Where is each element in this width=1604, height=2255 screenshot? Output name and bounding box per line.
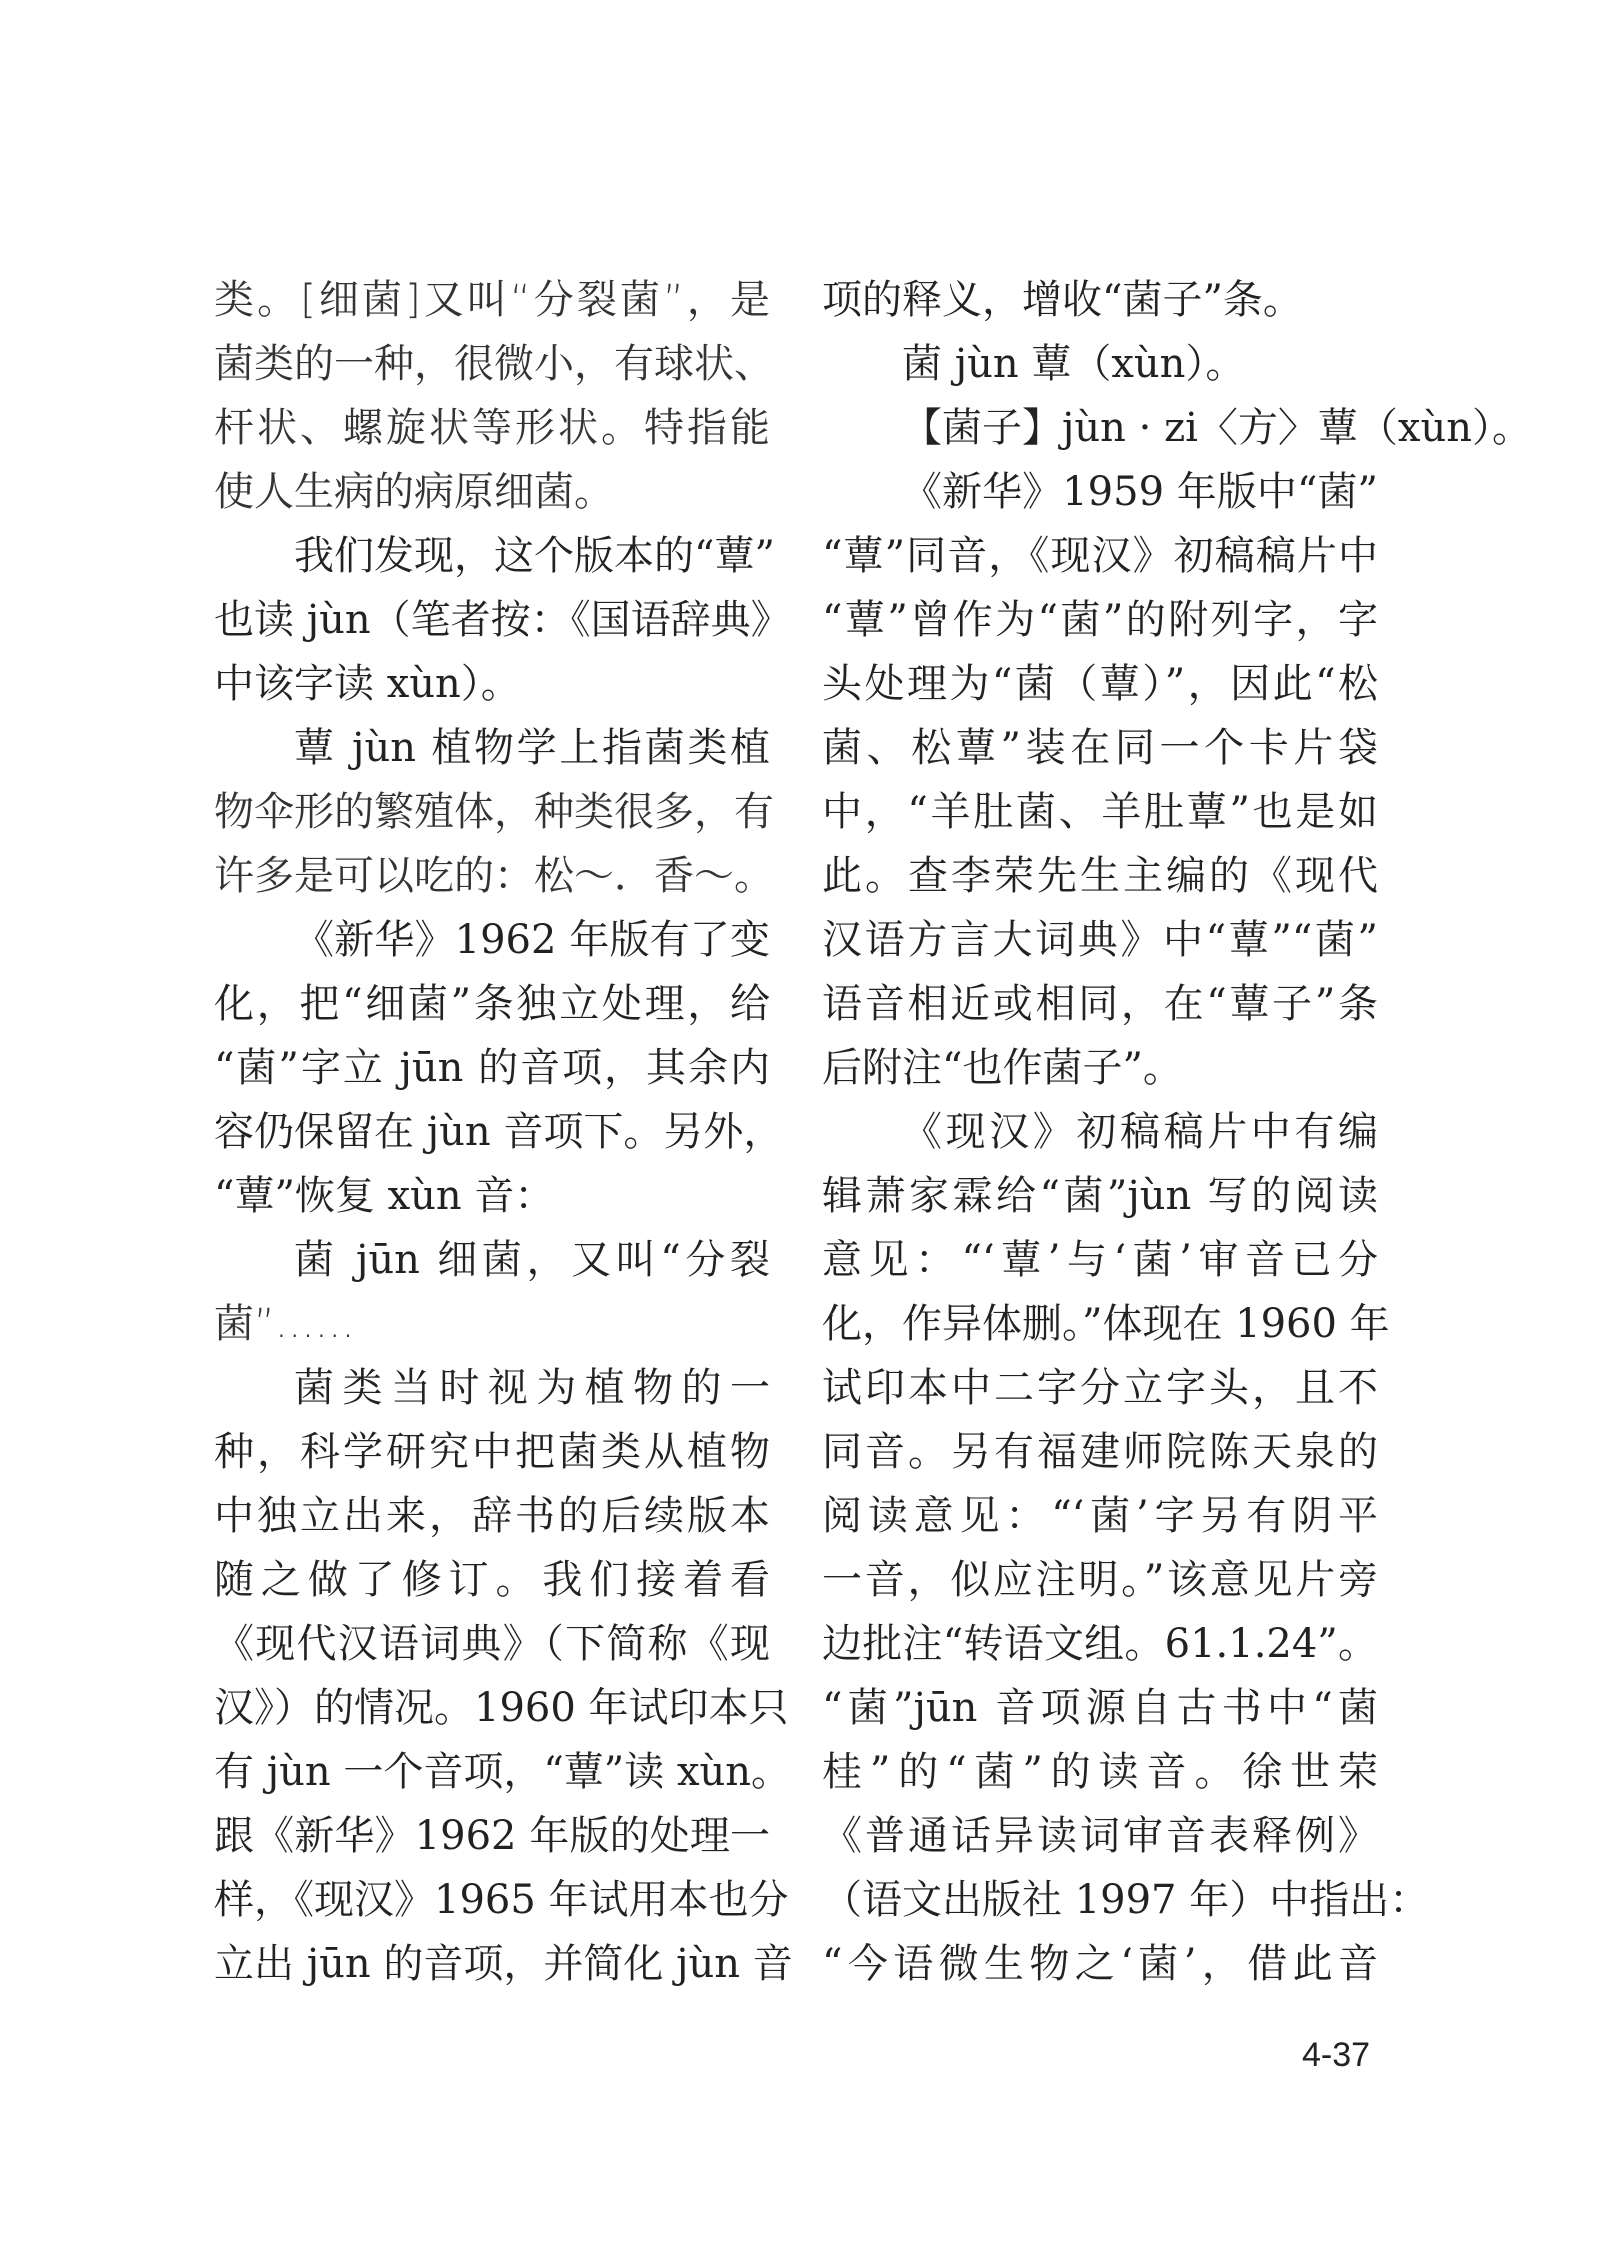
text-line: 《现汉》初稿稿片中有编 xyxy=(902,1109,1378,1155)
text-line: 我们发现，这个版本的“蕈” xyxy=(294,533,775,579)
right-column xyxy=(822,268,1533,1996)
dictionary-entry-line: 菌 jūn 细菌，又叫“分裂 xyxy=(294,1237,770,1283)
text-line: 《新华》1962 年版有了变 xyxy=(294,917,770,963)
text-line: 中该字读 xùn）。 xyxy=(214,661,521,707)
text-line: 同音。另有福建师院陈天泉的 xyxy=(822,1429,1378,1475)
text-line: 后附注“也作菌子”。 xyxy=(822,1045,1183,1091)
text-line: 化，作异体删。”体现在 1960 年 xyxy=(822,1301,1390,1347)
text-line: 化，把“细菌”条独立处理，给 xyxy=(214,981,770,1027)
text-line: 有 jùn 一个音项，“蕈”读 xùn。 xyxy=(214,1749,792,1795)
text-line: 跟《新华》1962 年版的处理一 xyxy=(214,1813,770,1859)
text-line: 立出 jūn 的音项，并简化 jùn 音 xyxy=(214,1941,793,1987)
text-line: 菌类的一种，很微小，有球状、 xyxy=(214,341,774,387)
text-line: 此。查李荣先生主编的《现代 xyxy=(822,853,1378,899)
text-line: 许多是可以吃的：松～．香～。 xyxy=(214,853,774,899)
text-line: 意见：“‘蕈’与‘菌’审音已分 xyxy=(822,1237,1378,1283)
text-line: 阅读意见：“‘菌’字另有阴平 xyxy=(822,1493,1378,1539)
text-line: 容仍保留在 jùn 音项下。另外， xyxy=(214,1109,784,1155)
text-line: 使人生病的病原细菌。 xyxy=(214,469,614,515)
text-line: 《普通话异读词审音表释例》 xyxy=(822,1813,1378,1859)
text-line: 物伞形的繁殖体，种类很多，有 xyxy=(214,789,774,835)
text-line: 试印本中二字分立字头，且不 xyxy=(822,1365,1378,1411)
text-line: “今语微生物之‘菌’，借此音 xyxy=(822,1941,1378,1987)
text-line: “菌”字立 jūn 的音项，其余内 xyxy=(214,1045,770,1091)
text-line: 杆状、螺旋状等形状。特指能 xyxy=(214,405,770,451)
dictionary-entry-line: 蕈 jùn 植物学上指菌类植 xyxy=(294,725,770,771)
text-line: 菌、松蕈”装在同一个卡片袋 xyxy=(822,725,1378,771)
text-line: 也读 jùn（笔者按：《国语辞典》 xyxy=(214,597,791,643)
left-column xyxy=(214,268,793,1996)
text-line: “蕈”曾作为“菌”的附列字，字 xyxy=(822,597,1378,643)
dictionary-entry-line: 【菌子】jùn · zi〈方〉蕈（xùn）。 xyxy=(902,405,1533,451)
text-line: 头处理为“菌（蕈）”，因此“松 xyxy=(822,661,1378,707)
text-line: 菌”…… xyxy=(214,1301,355,1347)
text-line: 一音，似应注明。”该意见片旁 xyxy=(822,1557,1378,1603)
text-line: “蕈”恢复 xùn 音： xyxy=(214,1173,555,1219)
text-line: 辑萧家霖给“菌”jùn 写的阅读 xyxy=(822,1173,1378,1219)
text-line: 种，科学研究中把菌类从植物 xyxy=(214,1429,770,1475)
text-line: （语文出版社 1997 年）中指出： xyxy=(822,1877,1430,1923)
text-line: 语音相近或相同，在“蕈子”条 xyxy=(822,981,1378,1027)
text-line: 随之做了修订。我们接着看 xyxy=(214,1557,770,1603)
text-line: 菌类当时视为植物的一 xyxy=(294,1365,770,1411)
text-line: 样，《现汉》1965 年试用本也分 xyxy=(214,1877,789,1923)
text-line: 中独立出来，辞书的后续版本 xyxy=(214,1493,770,1539)
dictionary-entry-line: 菌 jùn 蕈（xùn）。 xyxy=(902,341,1246,387)
text-line: “蕈”同音，《现汉》初稿稿片中 xyxy=(822,533,1378,579)
text-line: 汉》）的情况。1960 年试印本只 xyxy=(214,1685,789,1731)
text-line: 《新华》1959 年版中“菌” xyxy=(902,469,1378,515)
text-line: 汉语方言大词典》中“蕈”“菌” xyxy=(822,917,1378,963)
text-line: 《现代汉语词典》（下简称《现 xyxy=(214,1621,770,1667)
text-line: “菌”jūn 音项源自古书中“菌 xyxy=(822,1685,1378,1731)
page-number: 4-37 xyxy=(1302,2036,1371,2074)
text-line: 桂”的“菌”的读音。徐世荣 xyxy=(822,1749,1378,1795)
text-line: 项的释义，增收“菌子”条。 xyxy=(822,277,1303,323)
text-line: 类。[细菌]又叫“分裂菌”，是 xyxy=(214,277,770,323)
text-line: 边批注“转语文组。61.1.24”。 xyxy=(822,1621,1378,1667)
text-line: 中，“羊肚菌、羊肚蕈”也是如 xyxy=(822,789,1378,835)
